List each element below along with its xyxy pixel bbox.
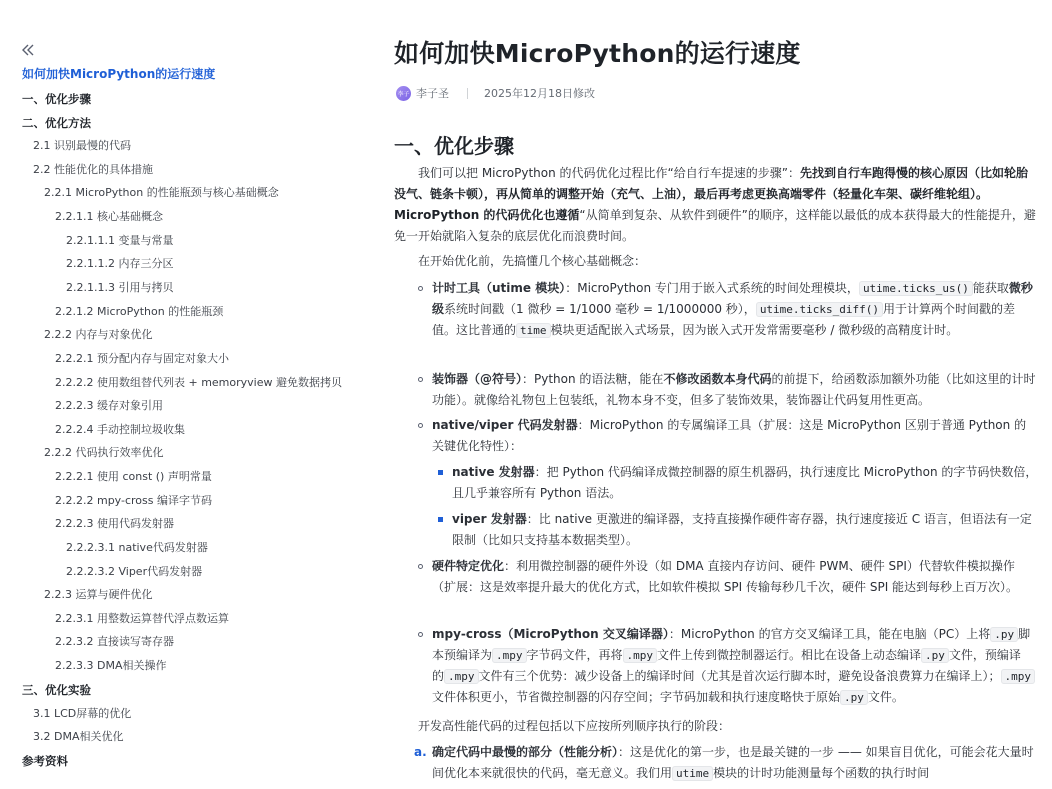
toc-item[interactable]: 3.1 LCD屏幕的优化 <box>33 707 132 720</box>
toc-item[interactable]: 2.2.2 代码执行效率优化 <box>44 446 164 459</box>
toc-item[interactable]: 2.2 性能优化的具体措施 <box>33 163 153 176</box>
list-item: native/viper 代码发射器：MicroPython 的专属编译工具（扩展：这是 MicroPython 区别于普通 Python 的关键优化特性）： <box>432 415 1038 457</box>
toc-item[interactable]: 2.2.3 运算与硬件优化 <box>44 588 153 601</box>
list-item: 硬件特定优化：利用微控制器的硬件外设（如 DMA 直接内存访问、硬件 PWM、硬件 SPI）代替软件模拟操作（扩展：这是效率提升最大的优化方式，比如软件模拟 SPI 传输每秒几千次，硬件 SPI 能达到每秒上百万次）。 <box>432 556 1038 598</box>
list-item: a. 确定代码中最慢的部分（性能分析）：这是优化的第一步，也是最关键的一步 —— 如果盲目优化，可能会花大量时间优化本来就很快的代码，毫无意义。我们用 utime 模块的计时功能测量每个函数的执行时间 <box>414 745 1034 780</box>
toc-item-optimization-experiments[interactable]: 三、优化实验 <box>22 683 91 697</box>
toc-item-references[interactable]: 参考资料 <box>22 754 68 768</box>
toc-item[interactable]: 2.2.2 内存与对象优化 <box>44 328 153 341</box>
author-name[interactable]: 李子圣 <box>416 87 449 100</box>
toc-item[interactable]: 2.2.1 MicroPython 的性能瓶颈与核心基础概念 <box>44 186 279 199</box>
toc-item[interactable]: 2.2.2.4 手动控制垃圾收集 <box>55 423 185 436</box>
toc-item-title[interactable]: 如何加快MicroPython的运行速度 <box>22 67 216 81</box>
list-item: viper 发射器：比 native 更激进的编译器，支持直接操作硬件寄存器，执行速度接近 C 语言，但语法有一定限制（比如只支持基本数据类型）。 <box>452 509 1038 551</box>
meta-divider <box>467 88 468 99</box>
document-body <box>394 0 1044 789</box>
toc-item[interactable]: 2.2.2.1 预分配内存与固定对象大小 <box>55 352 229 365</box>
toc-item[interactable]: 2.2.2.3.1 native代码发射器 <box>66 541 208 554</box>
list-item: native 发射器：把 Python 代码编译成微控制器的原生机器码，执行速度比 MicroPython 的字节码快数倍，且几乎兼容所有 Python 语法。 <box>452 462 1038 504</box>
toc-item[interactable]: 2.2.2.1 使用 const () 声明常量 <box>55 470 212 483</box>
toc-item[interactable]: 2.1 识别最慢的代码 <box>33 139 131 152</box>
toc-item[interactable]: 2.2.2.3 缓存对象引用 <box>55 399 163 412</box>
toc-item-optimization-methods[interactable]: 二、优化方法 <box>22 116 91 130</box>
modified-date: 2025年12月18日修改 <box>484 87 595 100</box>
pre-concepts-text: 在开始优化前，先搞懂几个核心基础概念： <box>418 254 647 268</box>
toc-item[interactable]: 2.2.1.1.1 变量与常量 <box>66 234 174 247</box>
list-item: 计时工具（utime 模块）：MicroPython 专门用于嵌入式系统的时间处理模块， utime.ticks_us() 能获取微秒级系统时间戳（1 微秒 = 1/1000 毫秒 = 1/1000000 秒）， utime.ticks_diff() 用于计算两个时间戳的差值。这比普通的 time 模块更适配嵌入式场景，因为嵌入式开发常需要毫秒 / 微秒级的高精度计时。 <box>432 278 1038 341</box>
toc-item[interactable]: 2.2.1.1 核心基础概念 <box>55 210 163 223</box>
toc-item[interactable]: 2.2.2.2 mpy-cross 编译字节码 <box>55 494 212 507</box>
doc-meta <box>396 84 595 102</box>
toc-item[interactable]: 2.2.2.3 使用代码发射器 <box>55 517 174 530</box>
toc-item[interactable]: 2.2.1.1.3 引用与拷贝 <box>66 281 174 294</box>
toc-item-optimization-steps[interactable]: 一、优化步骤 <box>22 92 91 106</box>
toc-item[interactable]: 2.2.3.3 DMA相关操作 <box>55 659 167 672</box>
stages-intro-text: 开发高性能代码的过程包括以下应按所列顺序执行的阶段： <box>418 719 731 733</box>
avatar[interactable]: 李子 <box>396 86 411 101</box>
toc-item[interactable]: 2.2.1.1.2 内存三分区 <box>66 257 174 270</box>
toc-item[interactable]: 2.2.3.1 用整数运算替代浮点数运算 <box>55 612 229 625</box>
toc-sidebar <box>0 0 372 789</box>
toc-item[interactable]: 2.2.2.3.2 Viper代码发射器 <box>66 565 203 578</box>
list-item: 装饰器（@符号）：Python 的语法糖，能在不修改函数本身代码的前提下，给函数添加额外功能（比如这里的计时功能）。就像给礼物包上包装纸，礼物本身不变，但多了装饰效果，装饰器让代码复用性更高。 <box>432 369 1038 411</box>
intro-paragraph: 我们可以把 MicroPython 的代码优化过程比作“给自行车提速的步骤”：先找到自行车跑得慢的核心原因（比如轮胎没气、链条卡顿），再从简单的调整开始（充气、上油），最后再考虑更换高端零件（轻量化车架、碳纤维轮组）。MicroPython 的代码优化也遵循“从简单到复杂、从软件到硬件”的顺序，这样能以最低的成本获得最大的性能提升，避免一开始就陷入复杂的底层优化而浪费时间。 <box>394 166 1036 243</box>
section-heading: 一、优化步骤 <box>394 134 514 158</box>
toc-item[interactable]: 3.2 DMA相关优化 <box>33 730 124 743</box>
toc-item[interactable]: 2.2.3.2 直接读写寄存器 <box>55 635 174 648</box>
toc-item[interactable]: 2.2.1.2 MicroPython 的性能瓶颈 <box>55 305 224 318</box>
collapse-sidebar-icon[interactable] <box>20 42 36 60</box>
toc-item[interactable]: 2.2.2.2 使用数组替代列表 + memoryview 避免数据拷贝 <box>55 376 342 389</box>
list-item: mpy-cross（MicroPython 交叉编译器）：MicroPython 的官方交叉编译工具，能在电脑（PC）上将 .py 脚本预编译为 .mpy 字节码文件，再将 .mpy 文件上传到微控制器运行。相比在设备上动态编译 .py 文件，预编译的 .mpy 文件有三个优势：减少设备上的编译时间（尤其是首次运行脚本时，避免设备浪费算力在编译上）； .mpy文件体积更小，节省微控制器的闪存空间；字节码加载和执行速度略快于原始 .py 文件。 <box>432 624 1038 708</box>
page-title: 如何加快MicroPython的运行速度 <box>394 39 801 68</box>
